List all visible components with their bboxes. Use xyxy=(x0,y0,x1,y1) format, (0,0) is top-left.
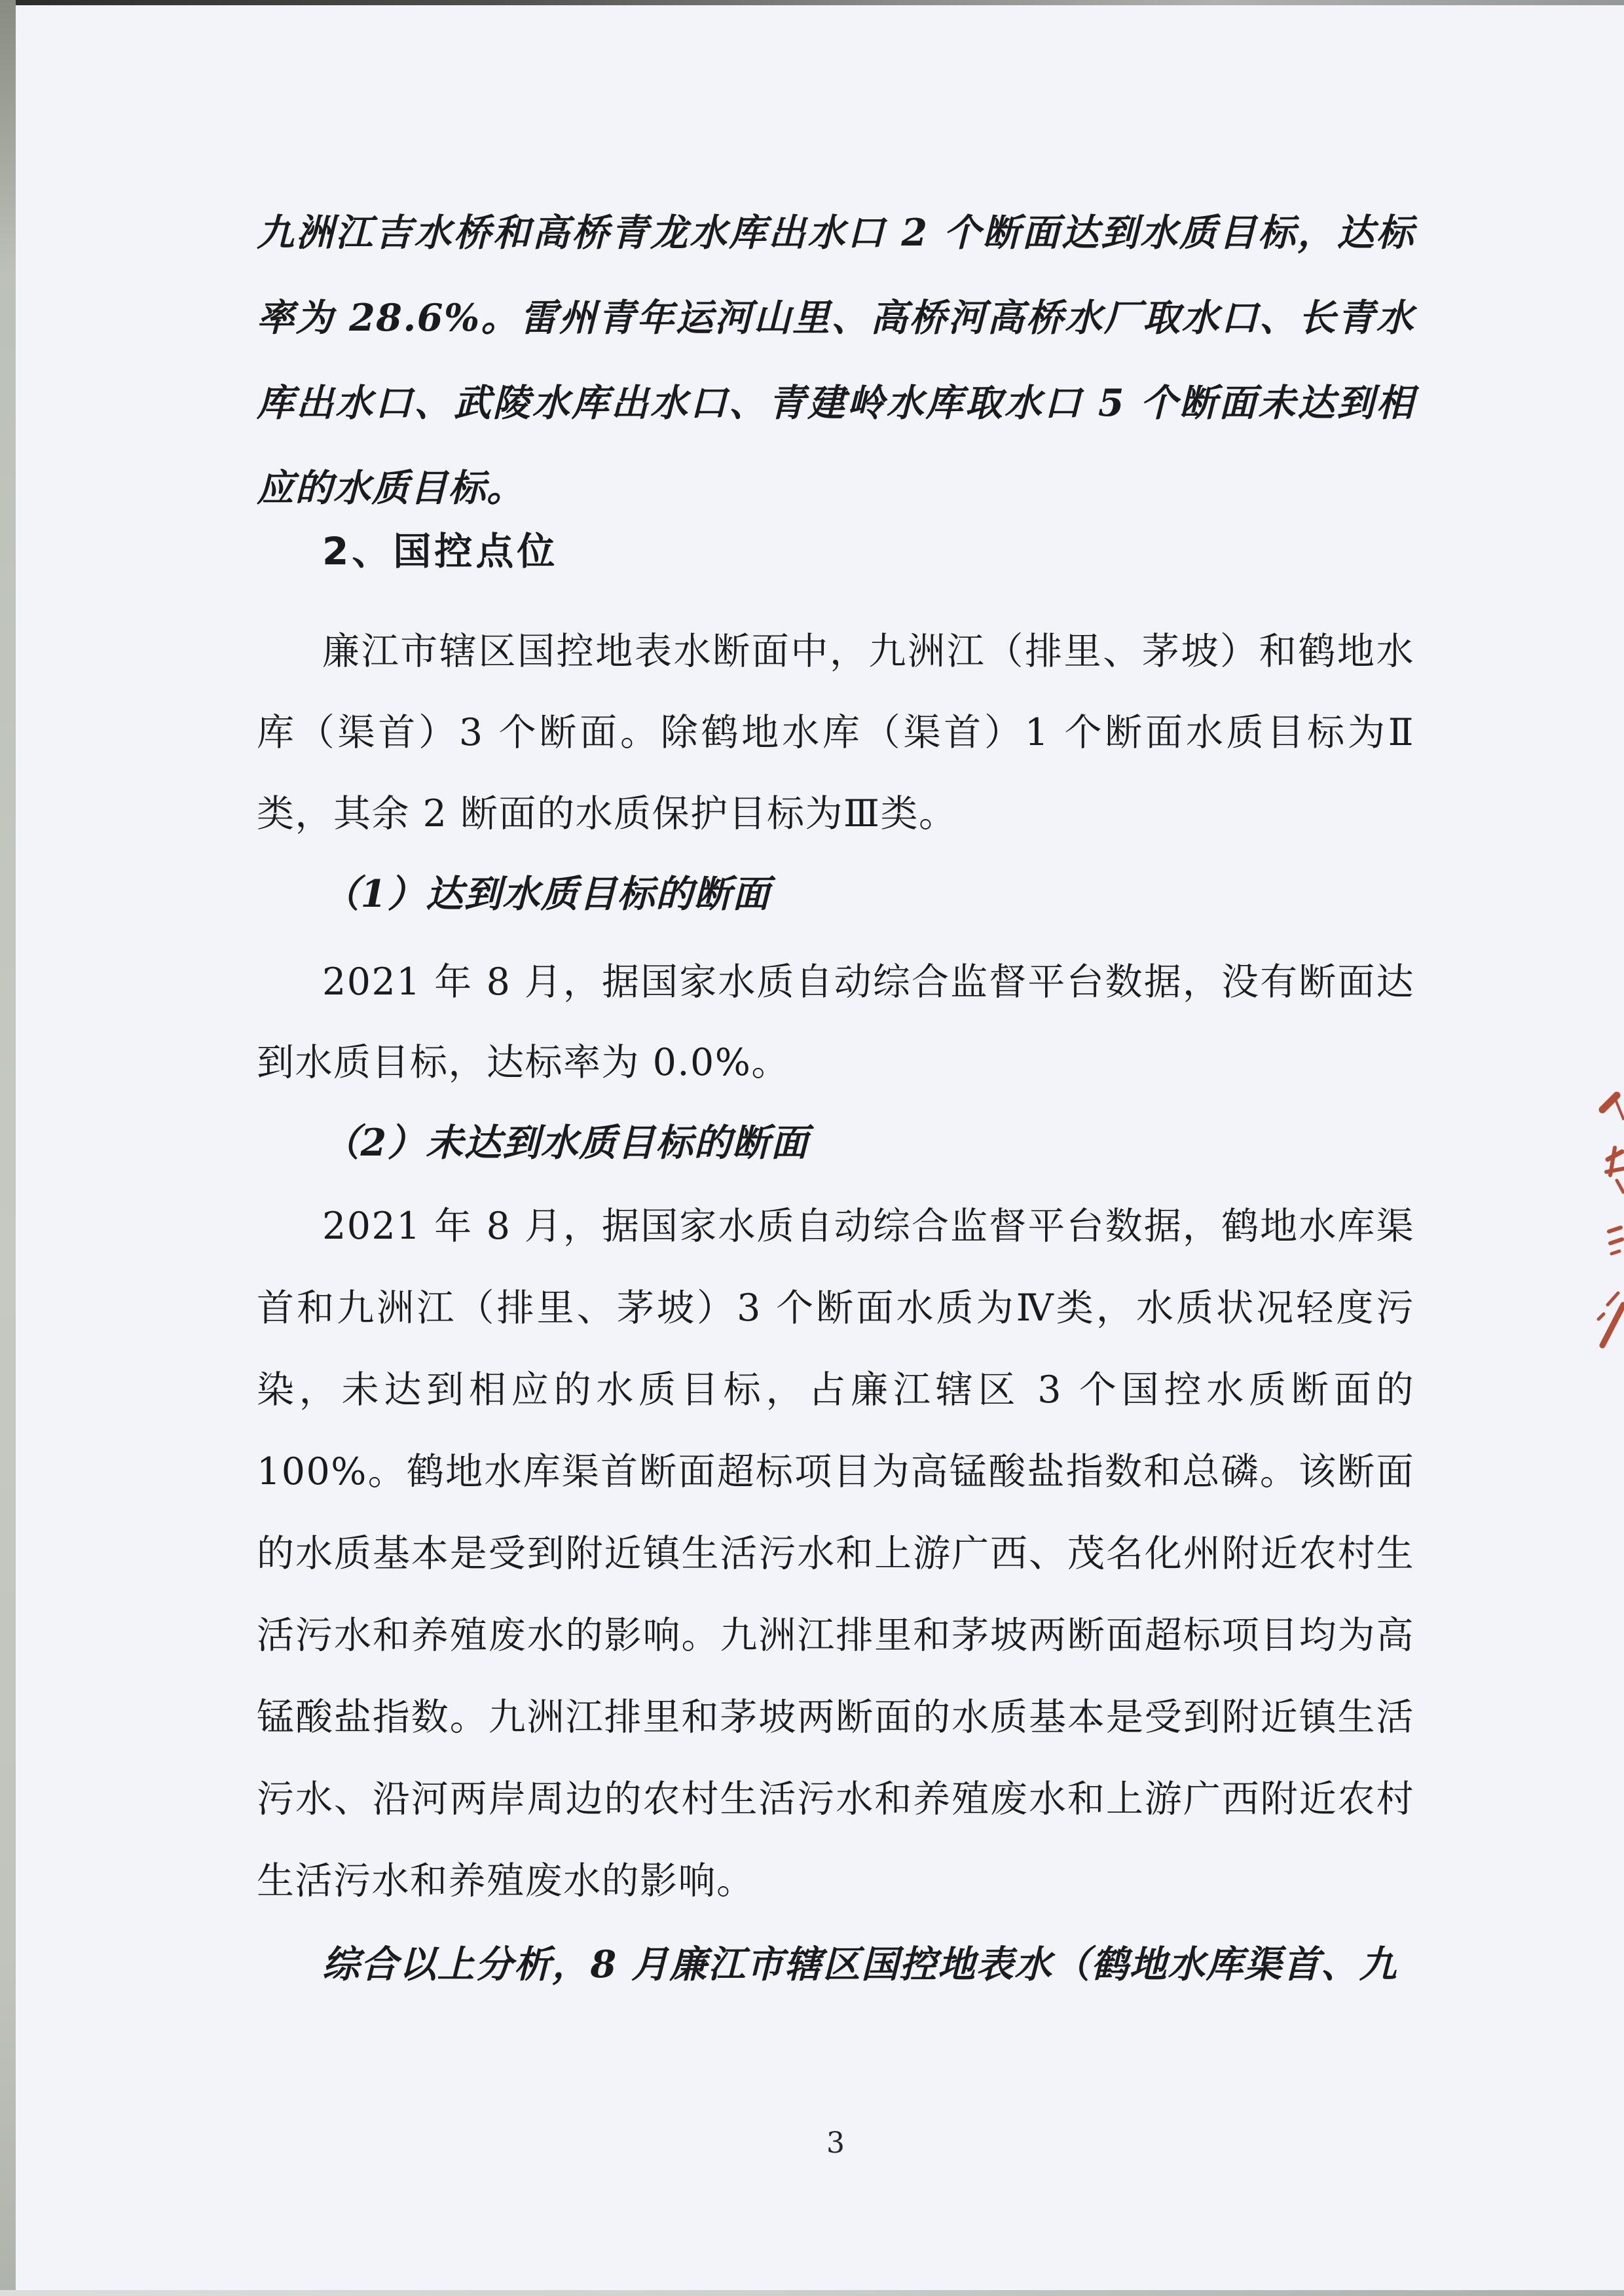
paragraph-sections-not-meeting-target: 2021 年 8 月，据国家水质自动综合监督平台数据，鹤地水库渠首和九洲江（排里、茅坡）3 个断面水质为Ⅳ类，水质状况轻度污染，未达到相应的水质目标，占廉江辖区 3 个国控水质断面的 100%。鹤地水库渠首断面超标项目为高锰酸盐指数和总磷。该断面的水质基本是受到附近镇生活污水和上游广西、茂名化州附近农村生活污水和养殖废水的影响。九洲江排里和茅坡两断面超标项目均为高锰酸盐指数。九洲江排里和茅坡两断面的水质基本是受到附近镇生活污水、沿河两岸周边的农村生活污水和养殖废水和上游广西附近农村生活污水和养殖废水的影响。 xyxy=(257,1205,1414,1903)
paragraph-national-sections-overview: 廉江市辖区国控地表水断面中，九洲江（排里、茅坡）和鹤地水库（渠首）3 个断面。除鹤地水库（渠首）1 个断面水质目标为Ⅱ类，其余 2 断面的水质保护目标为Ⅲ类。 xyxy=(257,630,1414,835)
subheading-sections-not-meeting-target: （2）未达到水质目标的断面 xyxy=(322,1121,809,1165)
paragraph-conclusion-start: 综合以上分析，8 月廉江市辖区国控地表水（鹤地水库渠首、九 xyxy=(322,1942,1398,1986)
red-ink-stamp-fragment xyxy=(1595,1089,1624,1364)
page-number: 3 xyxy=(826,2126,845,2160)
scan-edge-left xyxy=(0,0,16,2296)
section-heading-national-control-points: 2、国控点位 xyxy=(322,529,559,574)
paragraph-sections-meeting-target: 2021 年 8 月，据国家水质自动综合监督平台数据，没有断面达到水质目标，达标率为 0.0%。 xyxy=(257,960,1414,1084)
scan-edge-bottom xyxy=(0,2290,1624,2296)
scan-edge-top xyxy=(0,0,1624,5)
subheading-sections-meeting-target: （1）达到水质目标的断面 xyxy=(322,872,771,916)
paragraph-attainment-summary-continued: 九洲江吉水桥和高桥青龙水库出水口 2 个断面达到水质目标，达标率为 28.6%。雷州青年运河山里、高桥河高桥水厂取水口、长青水库出水口、武陵水库出水口、青建岭水库取水口 5 个断面未达到相应的水质目标。 xyxy=(257,211,1414,510)
